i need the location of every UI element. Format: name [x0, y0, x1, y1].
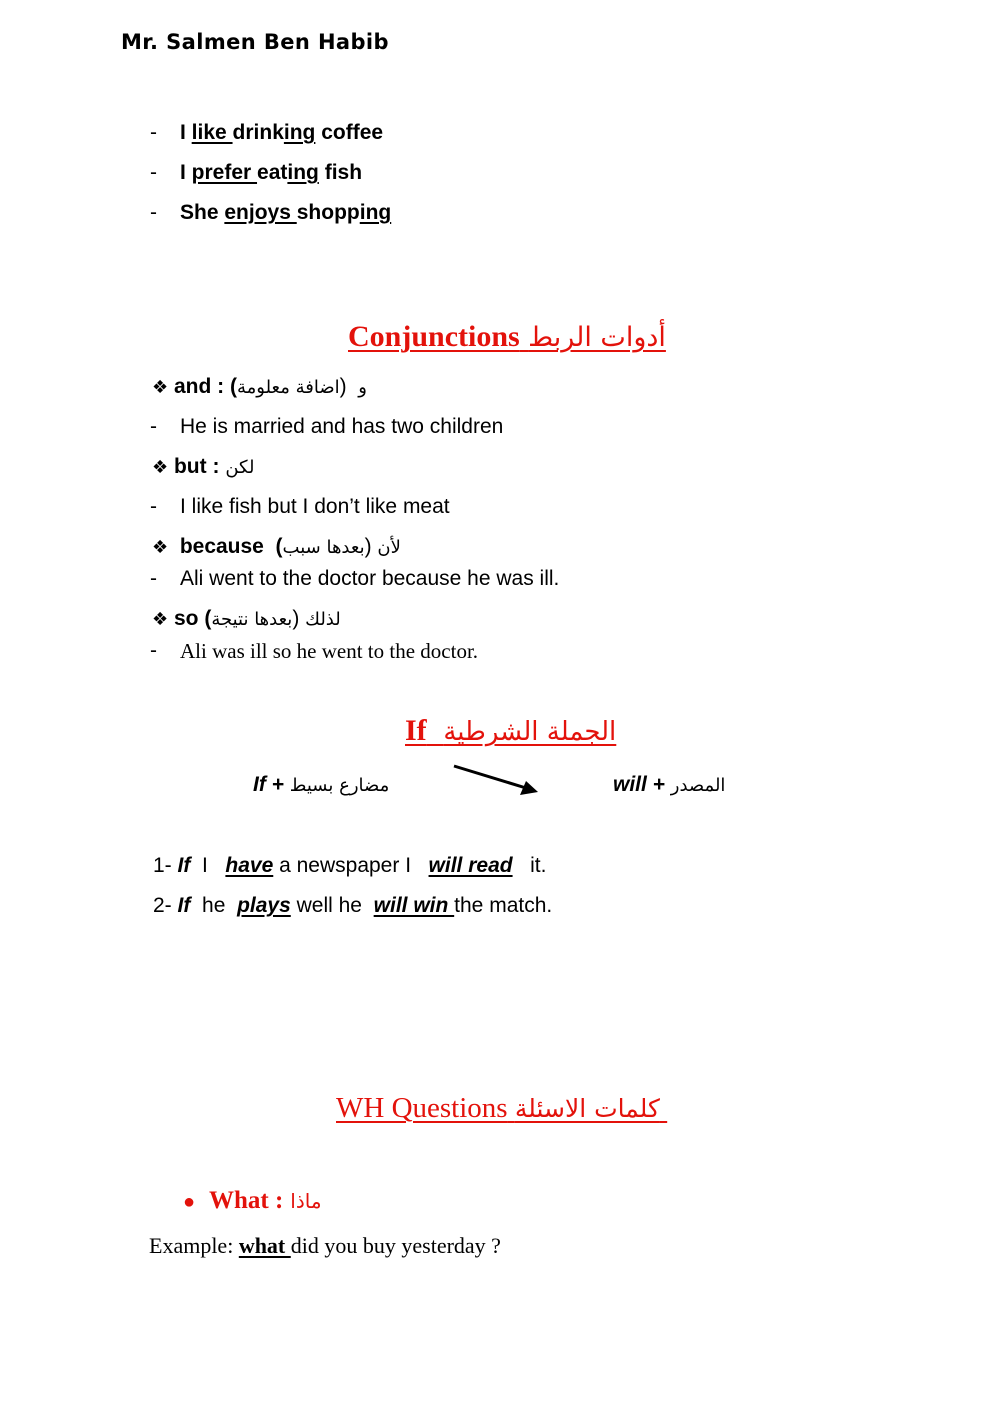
diamond-bullet-icon: ❖	[152, 377, 169, 397]
example-but: I like fish but I don’t like meat	[180, 495, 450, 518]
formula-left: If + مضارع بسيط	[253, 773, 390, 796]
gerund-line-3: She enjoys shopping	[180, 201, 392, 224]
wh-example: Example: what did you buy yesterday ?	[149, 1233, 501, 1258]
author-name: Mr. Salmen Ben Habib	[121, 30, 389, 54]
bullet-dot-icon: ●	[183, 1191, 196, 1213]
conjunctions-title: Conjunctions أدوات الربط	[348, 320, 666, 353]
diamond-bullet-icon: ❖	[152, 609, 169, 629]
list-dash: -	[150, 121, 157, 144]
list-dash: -	[150, 161, 157, 184]
wh-what-item: ● What : ماذا	[183, 1187, 322, 1214]
example-so: Ali was ill so he went to the doctor.	[180, 639, 479, 663]
example-and: He is married and has two children	[180, 415, 504, 438]
diamond-bullet-icon: ❖	[152, 537, 169, 557]
wh-questions-title: WH Questions كلمات الاسئلة	[336, 1092, 660, 1124]
conjunction-because: ❖ because (بعدها سبب) لأن	[152, 535, 401, 558]
gerund-line-2: I prefer eating fish	[180, 161, 363, 184]
diamond-bullet-icon: ❖	[152, 457, 169, 477]
list-dash: -	[150, 567, 157, 590]
formula-right: will + المصدر	[613, 773, 726, 796]
list-dash: -	[150, 415, 157, 438]
list-dash: -	[150, 495, 157, 518]
example-because: Ali went to the doctor because he was ill.	[180, 567, 560, 590]
conjunction-but: ❖ but : لكن	[152, 455, 255, 478]
gerund-line-1: I like drinking coffee	[180, 121, 384, 144]
conjunction-and: ❖ and : (اضافة معلومة) و	[152, 375, 367, 398]
arrow-right-icon	[450, 762, 545, 798]
if-example-2: 2- If he plays well he will win the match.	[153, 894, 553, 917]
conjunction-so: ❖ so (بعدها نتيجة) لذلك	[152, 607, 341, 630]
list-dash: -	[150, 639, 157, 662]
list-dash: -	[150, 201, 157, 224]
conditional-title: If الجملة الشرطية	[405, 714, 617, 747]
if-example-1: 1- If I have a newspaper I will read it.	[153, 854, 547, 877]
